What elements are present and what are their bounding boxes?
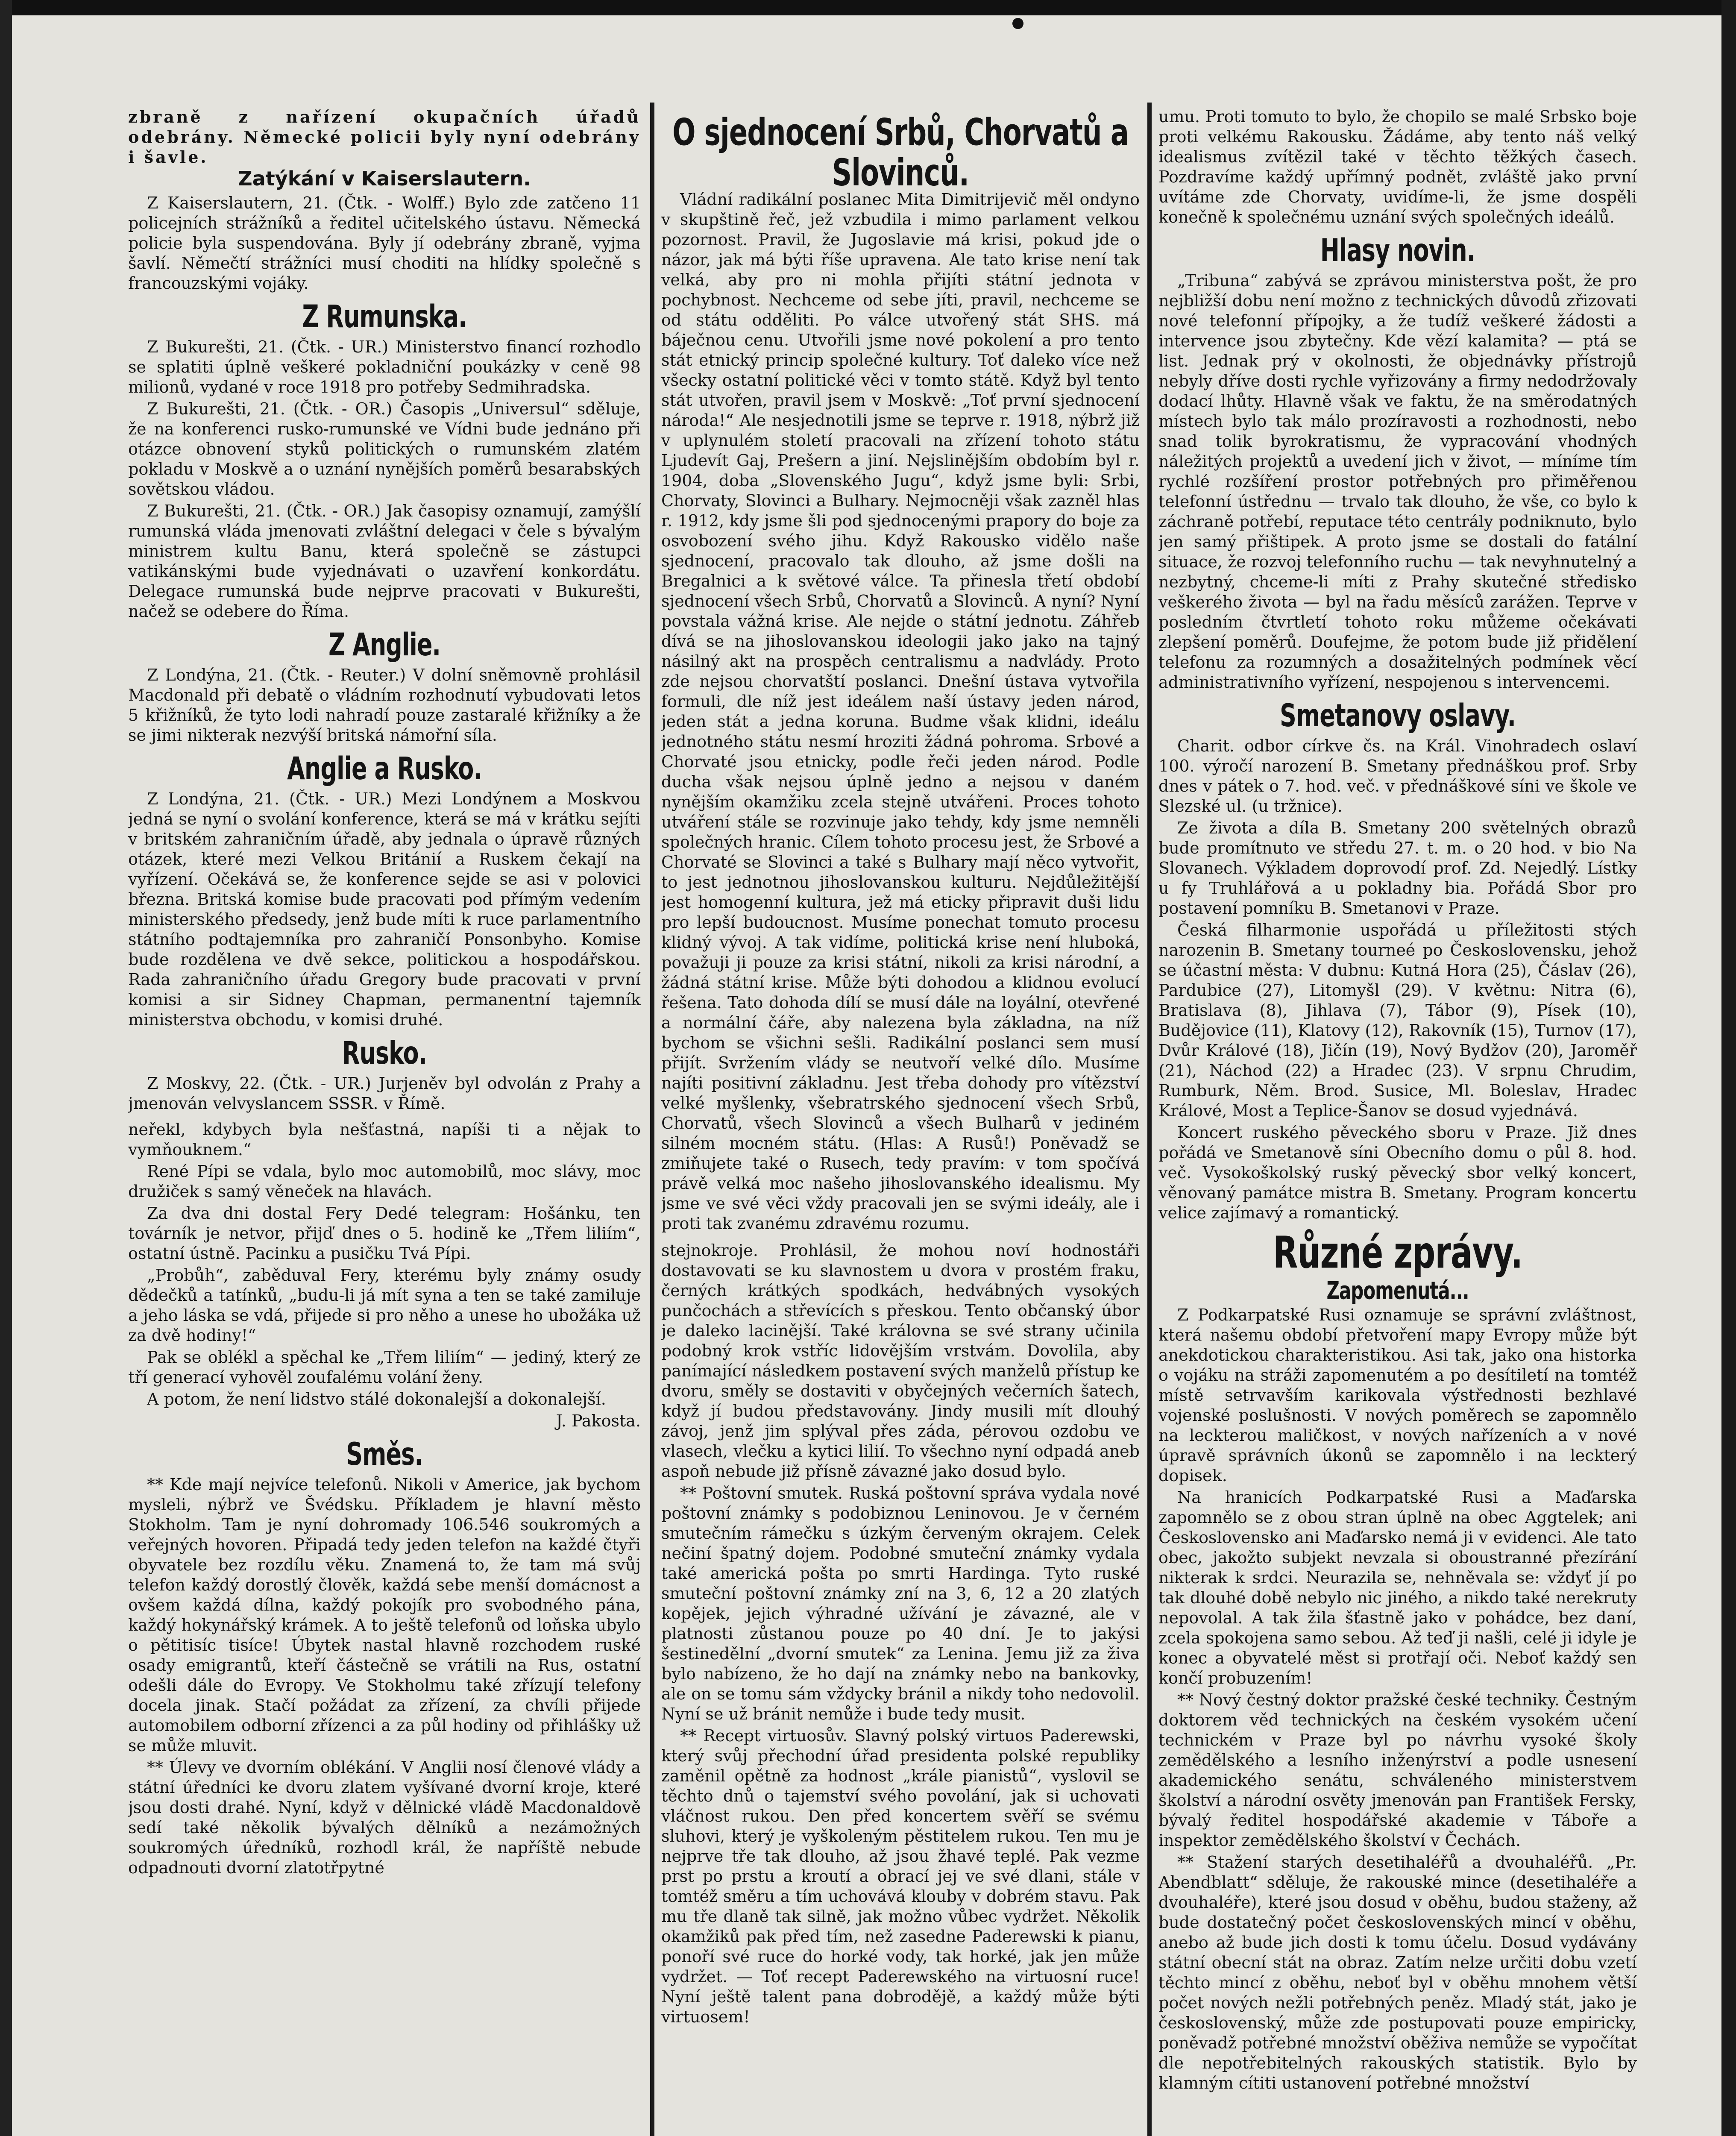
article-text: ** Stažení starých desetihaléřů a dvouhaléřů. „Pr. Abendblatt“ sděluje, že rakouské mince (desetihaléře a dvouhaléře), které jsou dosud v oběhu, budou staženy, až bude dostatečný počet československých mincí v oběhu, anebo až bude jich dosti k tomu účelu. Dosud vydávány státní obecní stát na obraz. Zatím nelze určiti dobu vzetí těchto mincí z oběhu, neboť byl v oběhu mnohem větší počet nových nežli potřebných peněz. Mladý stát, jako je československý, může zde postupovati pouze empiricky, poněvadž potřebné množství oběživa nemůže se vypočítat dle nepotřebitelných rakouských statistik. Bylo by klamným cítiti ustanovení potřebné množství: [1158, 1853, 1637, 2092]
article-text: Z Bukurešti, 21. (Čtk. - OR.) Jak časopisy oznamují, zamýšlí rumunská vláda jmenovati zvláštní delegaci v čele s bývalým ministrem kultu Banu, která společně se zástupci vatikánskými bude vyjednávati o uzavření konkordátu. Delegace rumunská bude nejprve pracovati v Bukurešti, načež se odebere do Říma.: [128, 502, 641, 621]
article-text: ** Poštovní smutek. Ruská poštovní správa vydala nové poštovní známky s podobiznou Leninovou. Je v černém smutečním rámečku s úzkým červeným okrajem. Celek nečiní špatný dojem. Podobné smuteční známky vydala také americká pošta po smrti Hardinga. Tyto ruské smuteční poštovní známky zní na 3, 6, 12 a 20 zlatých kopějek, jejich výhradné užívání je závazné, ale v platnosti zůstanou pouze po 40 dní. Je to jakýsi šestinedělní „dvorní smutek“ za Lenina. Jemu již za živa bylo nabízeno, že ho dají na známky nebo na bankovky, ale on se tomu sám vždycky bránil a nikdy toho nedovolil. Nyní se už bránit nemůže i bude tedy musit.: [661, 1484, 1140, 1723]
article-text: Charit. odbor církve čs. na Král. Vinohradech oslaví 100. výročí narození B. Smetany přednáškou prof. Srby dnes v pátek o 7. hod. več. v přednáškové síni ve škole ve Slezské ul. (u tržnice).: [1158, 736, 1637, 816]
story-text: „Probůh“, zaběduval Fery, kterému byly známy osudy dědečků a tatínků, „budu-li já mít syna a ten se také zamiluje a jeho láska se vdá, přijede si pro něho a unese ho ubožáka už za dvě hodiny!“: [128, 1266, 641, 1345]
column-3: [1158, 107, 1637, 2136]
article-text: Z Podkarpatské Rusi oznamuje se správní zvláštnost, která našemu období přetvoření mapy Evropy může být anekdotickou charakteristikou. Asi tak, jako ona historka o vojáku na stráži zapomenutém a po desítiletí na tomtéž místě setrvavším karikovala výstřednosti bezhlavé vojenské poslušnosti. V nových poměrech se zapomnělo na leckterou maličkost, v nových nařízeních a v nové úpravě správních úkonů se zapomnělo i na leckterý dopisek.: [1158, 1306, 1637, 1485]
article-headline: O sjednocení Srbů, Chorvatů a Slovinců.: [672, 111, 1129, 195]
section-heading: Různé zprávy.: [1273, 1226, 1523, 1278]
section-heading: Rusko.: [342, 1035, 427, 1071]
article-text: Ze života a díla B. Smetany 200 světelných obrazů bude promítnuto ve středu 27. t. m. o 20 hod. v bio Na Slovanech. Výkladem doprovodí prof. Zd. Nejedlý. Lístky u fy Truhlářová a u pokladny bia. Pořádá Sbor pro postavení pomníku B. Smetanovi v Praze.: [1158, 819, 1637, 918]
article-text: ** Kde mají nejvíce telefonů. Nikoli v Americe, jak bychom mysleli, nýbrž ve Švédsku. Příkladem je hlavní město Stokholm. Tam je nyní dohromady 106.546 soukromých a veřejných hovoren. Připadá tedy jeden telefon na každé čtyři obyvatele bez rozdílu věku. Znamená to, že tam má svůj telefon každý dorostlý člověk, každá sebe menší domácnost a ovšem každá dílna, každý pokojík pro svobodného pána, každý hokynářský krámek. A to ještě telefonů od loňska ubylo o pětitisíc tisíce! Úbytek nastal hlavně rozchodem ruské osady emigrantů, kteří částečně se vrátili na Rus, ostatní odešli dále do Evropy. Ve Stokholmu také zřízují telefony docela jinak. Stačí požádat za zřízení, za chvíli přijede automobilem odborní zřízenci a za půl hodiny od přihlášky už se může mluvit.: [128, 1475, 641, 1755]
article-text: Česká filharmonie uspořádá u příležitosti stých narozenin B. Smetany tourneé po Československu, jehož se účastní města: V dubnu: Kutná Hora (25), Čáslav (26), Pardubice (27), Litomyšl (29). V květnu: Nitra (6), Bratislava (8), Jihlava (7), Tábor (9), Písek (10), Budějovice (11), Klatovy (12), Rakovník (15), Turnov (17), Dvůr Králové (18), Jičín (19), Nový Bydžov (20), Jaroměř (21), Náchod (22) a Hradec (23). V srpnu Chrudim, Rumburk, Něm. Brod. Susice, Ml. Boleslav, Hradec Králové, Most a Teplice-Šanov se dosud vyjednává.: [1158, 921, 1637, 1120]
scan-border-top: [0, 0, 1736, 15]
section-heading: Hlasy novin.: [1320, 232, 1475, 269]
article-text: ** Úlevy ve dvorním oblékání. V Anglii nosí členové vlády a státní úředníci ke dvoru zlatem vyšívané dvorní kroje, které jsou dosti drahé. Nyní, když v dělnické vládě Macdonaldově sedí také několik bývalých dělníků a nezámožných soukromých úředníků, rozhodl král, že napříště nebude odpadnouti dvorní zlatotřpytné: [128, 1758, 641, 1877]
story-text: Pak se oblékl a spěchal ke „Třem liliím“ — jediný, který ze tří generací vyhověl zoufalému volání ženy.: [128, 1348, 641, 1387]
article-text: Z Londýna, 21. (Čtk. - Reuter.) V dolní sněmovně prohlásil Macdonald při debatě o vládním rozhodnutí vybudovati letos 5 křižníků, že tyto lodi nahradí pouze zastaralé křižníky a že se jimi nikterak nezvýší britská námořní síla.: [128, 666, 641, 745]
author-signature: J. Pakosta.: [556, 1411, 641, 1430]
section-heading: Smetanovy oslavy.: [1280, 697, 1516, 734]
article-text: Na hranicích Podkarpatské Rusi a Maďarska zapomnělo se z obou stran úplně na obec Aggtelek; ani Československo ani Maďarsko nemá ji v evidenci. Ale tato obec, jakožto subjekt nevzala si oboustranné přezírání nikterak k srdci. Neurazila se, nehněvala se: vždyť jí po tak dlouhé době nebylo nic jiného, a nikdo také nerekruty nepovolal. A tak žila šťastně jako v pohádce, bez daní, zcela spokojena samo sebou. Až teď ji našli, celé ji idyle je konec a obyvatelé měst si protřají oči. Neboť každý sen končí probuzením!: [1158, 1488, 1637, 1687]
section-heading: Směs.: [346, 1436, 423, 1473]
article-text: ** Nový čestný doktor pražské české techniky. Čestným doktorem věd technických na českém vysokém učení technickém v Praze byl po návrhu vysoké školy zemědělského a lesního inženýrství a podle usnesení akademického senátu, schváleného ministerstvem školství a národní osvěty jmenován pan František Fersky, bývalý ředitel hospodářské akademie v Táboře a inspektor zemědělského školství v Čechách.: [1158, 1690, 1637, 1850]
section-heading: Anglie a Rusko.: [287, 750, 482, 787]
article-text: Koncert ruského pěveckého sboru v Praze. Již dnes pořádá ve Smetanově síni Obecního domu o půl 8. hod. več. Vysokoškolský ruský pěvecký sbor velký koncert, věnovaný památce mistra B. Smetany. Program koncertu velice zajímavý a romantický.: [1158, 1123, 1637, 1222]
article-text: Z Kaiserslautern, 21. (Čtk. - Wolff.) Bylo zde zatčeno 11 policejních strážníků a ředitel učitelského ústavu. Německá policie byla suspendována. Byly jí odebrány zbraně, vyjma šavlí. Němečtí strážníci musí choditi na hlídky společně s francouzskými vojáky.: [128, 194, 641, 293]
story-text: René Pípi se vdala, bylo moc automobilů, moc slávy, moc družiček s samý věneček na hlavách.: [128, 1162, 641, 1201]
story-text: neřekl, kdybych byla nešťastná, napíši ti a nějak to vymňouknem.“: [128, 1120, 641, 1159]
section-heading: Z Rumunska.: [302, 298, 467, 335]
article-text: Z Londýna, 21. (Čtk. - UR.) Mezi Londýnem a Moskvou jedná se nyní o svolání konference, která se má v krátku sejíti v britském zahraničním úřadě, aby jednala o úpravě různých otázek, které mezi Velkou Británií a Ruskem čekají na vyřízení. Očekává se, že konference sejde se asi v polovici března. Britská komise bude pracovati pod přímým vedením ministerského předsedy, jenž bude míti k ruce parlamentního státního podtajemníka pro zahraničí Ponsonbyho. Komise bude rozdělena ve dvě sekce, politickou a hospodářskou. Rada zahraničního úřadu Gregory bude pracovati v první komisi a sir Sidney Chapman, permanentní tajemník ministerstva obchodu, v komisi druhé.: [128, 789, 641, 1029]
column-1: [128, 107, 641, 2136]
article-text: umu. Proti tomuto to bylo, že chopilo se malé Srbsko boje proti velkému Rakousku. Žádáme, aby tento náš velký idealismus zvítězil také v těchto těžkých časech. Pozdravíme každý upřímný podnět, zvláště jako první uvítáme zde Chorvaty, uvidíme-li, že jsme dospěli konečně k společnému uznání svých společných ideálů.: [1158, 107, 1637, 226]
section-heading: Z Anglie.: [328, 626, 440, 663]
page-mark: [1012, 18, 1023, 29]
section-heading: Zatýkání v Kaiserslautern.: [238, 167, 531, 190]
story-text: Za dva dni dostal Fery Dedé telegram: Hošánku, ten továrník je netvor, přijď dnes o 5. hodině ke „Třem liliím“, ostatní ústně. Pacinku a pusičku Tvá Pípi.: [128, 1204, 641, 1263]
column-rule-2: [1147, 103, 1152, 2136]
scan-border-left: [0, 0, 12, 2136]
scan-border-right: [1721, 0, 1736, 2136]
article-text: Vládní radikální poslanec Mita Dimitrijevič měl ondyno v skupštině řeč, jež vzbudila i mimo parlament velkou pozornost. Pravil, že Jugoslavie má krisi, pokud jde o názor, jak má býti říše upravena. Ale tato krise není tak velká, aby pro ni mohla přijíti státní jednota v pochybnost. Nechceme od sebe jíti, pravil, nechceme se od státu odděliti. Po válce utvořený stát SHS. má báječnou cenu. Utvořili jsme nové pokolení a pro tento stát etnický princip společné kultury. Toť daleko více než všecky ostatní politické věci v tomto státě. Když byl tento stát utvořen, pravil jsem v Moskvě: „Toť první sjednocení národa!“ Ale nesjednotili jsme se teprve r. 1918, nýbrž již v uplynulém století pracovali na zřízení tohoto státu Ljudevít Gaj, Prešern a jiní. Nejslinějším obdobím byl r. 1904, doba „Slovenského Jugu“, když jsme byli: Srbi, Chorvaty, Slovinci a Bulhary. Nejmocněji však zazněl hlas r. 1912, kdy jsme šli pod sjednocenými prapory do boje za osvobození svého jihu. Když Rakousko vidělo naše sjednocení, pracovalo tak dlouho, až jsme došli na Bregalnici a k světové válce. Ta přinesla třetí období sjednocení všech Srbů, Chorvatů a Slovinců. A nyní? Nyní povstala vážná krise. Ale nejde o státní jednotu. Záhřeb dívá se na jihoslovanskou ideologii jako jako na tajný násilný akt na prospěch centralismu a nadvlády. Proto zde nejsou chorvatští poslanci. Dnešní ústava vytvořila formuli, dle níž jest ideálem naší ústavy jeden národ, jeden stát a jedna koruna. Budme však klidni, ideálu jednotného státu nesmí hroziti žádná pohroma. Srbové a Chorvaté jsou etnicky, podle řeči jeden národ. Podle ducha však nejsou úplně jedno a nejsou v daném nynějším okamžiku zcela stejně utvářeni. Proces tohoto utváření stále se rozvinuje jako tehdy, kdy jsme nemněli společných hranic. Cílem tohoto procesu jest, že Srbové a Chorvaté se Slovinci a také s Bulhary mají něco vytvořit, to jest jednotnou jihoslovanskou kulturu. Nejdůležitější jest homogenní kultura, jež má eticky připravit duši lidu pro lepší budoucnost. Musíme ponechat tomuto procesu klidný vývoj. A tak vidíme, politická krise není hluboká, považuji ji pouze za krisi státní, nikoli za krisi národní, a žádná státní krise. Může býti dohodou a klidnou evolucí řešena. Tato dohoda dílí se musí dále na loyální, otevřené a normální čáře, aby nalezena byla základna, na níž bychom se všichni sešli. Radikální poslanci sem musí přijít. Svržením vlády se neutvoří velké dílo. Musíme najíti positivní základnu. Jest třeba dohody pro vítězství velké myšlenky, všebratrského sjednocení všech Srbů, Chorvatů, všech Slovinců a všech Bulharů v jediném silném mocném státu. (Hlas: A Rusů!) Poněvadž se zmiňujete také o Rusech, tedy pravím: v tom spočívá právě velká moc našeho jihoslovanského idealismu. My jsme ve své věci vždy pracovali jen se svými ideály, ale i proti tak zvanému zdravému rozumu.: [661, 190, 1140, 1233]
article-text: stejnokroje. Prohlásil, že mohou noví hodnostáři dostavovati se ku slavnostem u dvora v prostém fraku, černých krátkých spodkách, hedvábných vysokých punčochách a střevících s přeskou. Tento občanský úbor je daleko lacinější. Také královna se své strany učinila podobný krok vstříc lidovějším vrstvám. Dovolila, aby panímající následkem postavení svých manželů přístup ke dvoru, směly se dostaviti v obyčejných večerních šatech, když jí budou představovány. Jindy musili mít dlouhý závoj, jenž jim splýval přes záda, pérovou ozdobu ve vlasech, vlečku a kytici lilií. To všechno nyní odpadá aneb aspoň nebude již přísně závazné jako dosud bylo.: [661, 1241, 1140, 1481]
column-rule-1: [650, 103, 654, 2136]
column-2: [661, 107, 1140, 2136]
article-text: Z Bukurešti, 21. (Čtk. - OR.) Časopis „Universul“ sděluje, že na konferenci rusko-rumunské ve Vídni bude jednáno při otázce obnovení styků politických o rumunském zlatém pokladu v Moskvě a o uznání nynějších poměrů besarabských sovětskou vládou.: [128, 399, 641, 499]
article-text: „Tribuna“ zabývá se zprávou ministerstva pošt, že pro nejbližší dobu není možno z technických důvodů zřizovati nové telefonní přípojky, a že tudíž veškeré žádosti a intervence jsou zbytečny. Kde vězí kalamita? — ptá se list. Jednak prý v okolnosti, že objednávky přístrojů nebyly dříve dosti rychle vyřizovány a firmy nedodržovaly dodací lhůty. Hlavně však ve faktu, že na směrodatných místech bylo tak málo prozíravosti a rozhodnosti, nebo snad tolik byrokratismu, že vypracování vhodných náležitých projektů a uvedení jich v život, — míníme tím rychlé rozšíření prostor potřebných pro přiměřenou telefonní ústřednu — trvalo tak dlouho, že vše, co bylo k záchraně potřebí, reputace této centrály podniknuto, bylo jen samý přištipek. A proto jsme se dostali do fatální situace, že rozvoj telefonního ruchu — tak nevyhnutelný a nezbytný, chceme-li míti z Prahy skutečné středisko veškerého života — byl na řadu měsíců zarážen. Teprve v posledním čtvrtletí tohoto roku můžeme očekávati zlepšení poměrů. Doufejme, že potom bude již přidělení telefonu za rozumných a dosažitelných podmínek věcí administrativního vyřízení, nespojenou s intervencemi.: [1158, 271, 1637, 692]
article-text: Z Bukurešti, 21. (Čtk. - UR.) Ministerstvo financí rozhodlo se splatiti úplně veškeré pokladniční poukázky v ceně 98 milionů, vydané v roce 1918 pro potřeby Sedmihradska.: [128, 337, 641, 396]
sub-heading: Zapomenutá...: [1326, 1276, 1469, 1305]
article-text: Z Moskvy, 22. (Čtk. - UR.) Jurjeněv byl odvolán z Prahy a jmenován velvyslancem SSSR. v Římě.: [128, 1074, 641, 1113]
article-text: ** Recept virtuosův. Slavný polský virtuos Paderewski, který svůj přechodní úřad presidenta polské republiky zaměnil opětně za hodnost „krále pianistů“, vyslovil se těchto dnů o tajemství svého povolání, jak si uchovati vláčnost rukou. Den před koncertem svěří se svému sluhovi, který je vyškoleným pěstitelem rukou. Ten mu je nejprve tře tak dlouho, až jsou žhavé teplé. Pak vezme prst po prstu a kroutí a obrací jej ve své dlani, stále v tomtéž směru a tím uchovává klouby v dobrém stavu. Pak mu tře dlaně tak silně, jak možno vůbec vydržet. Několik okamžiků pak před tím, než zasedne Paderewski k pianu, ponoří své ruce do horké vody, tak horké, jak jen může vydržet. — Toť recept Paderewského na virtuosní ruce! Nyní ještě talent pana dobrodějě, a každý může býti virtuosem!: [661, 1726, 1140, 2026]
article-text: zbraně z nařízení okupačních úřadů odebrány. Německé policii byly nyní odebrány i šavle.: [128, 107, 641, 167]
story-text: A potom, že není lidstvo stálé dokonalejší a dokonalejší.: [147, 1390, 606, 1408]
